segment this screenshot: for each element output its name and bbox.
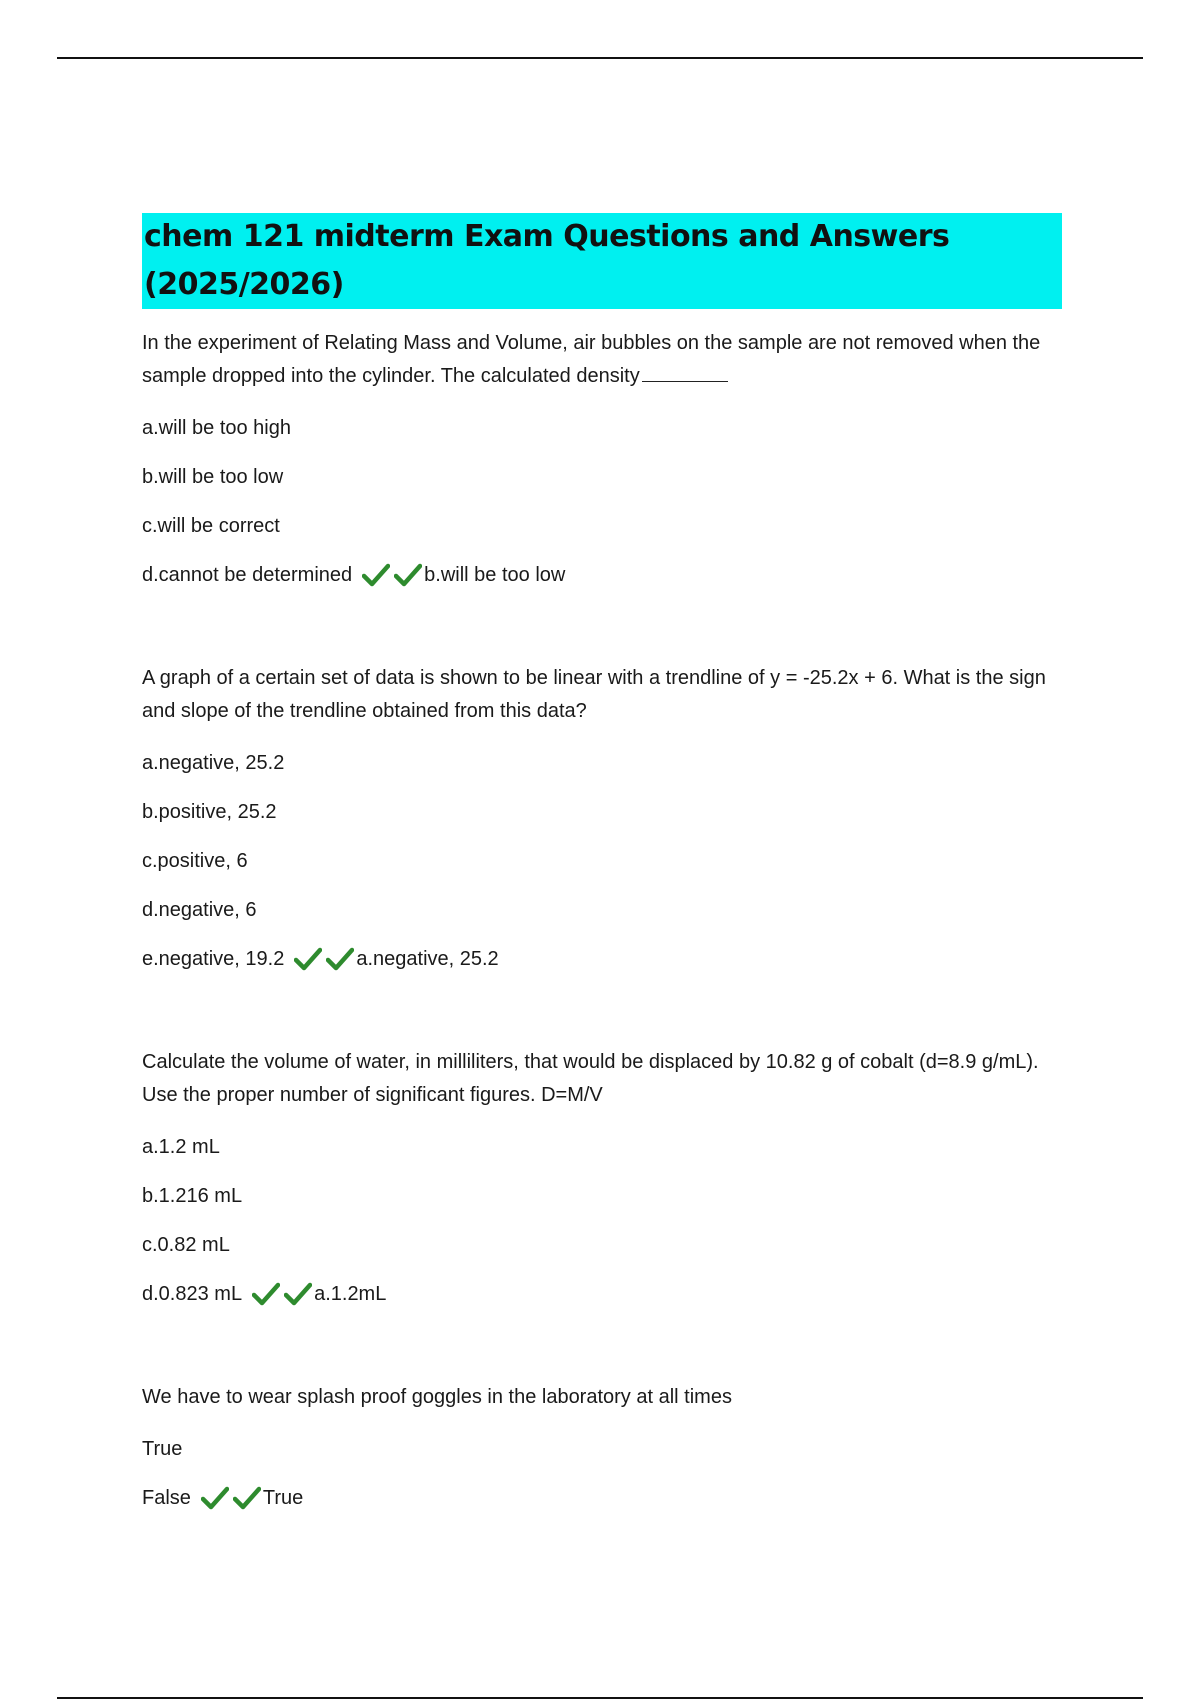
check-mark-icon <box>201 1486 229 1510</box>
check-mark-icon <box>252 1282 280 1306</box>
option-with-answer <box>142 945 1062 973</box>
option-c: c.0.82 mL <box>142 1234 230 1256</box>
check-mark-icon <box>394 563 422 587</box>
top-divider <box>57 57 1143 59</box>
question-prompt: Calculate the volume of water, in milliliters, that would be displaced by 10.82 g of cobalt (d=8.9 g/mL). Use the proper number of significant figures. D=M/V <box>142 1051 1039 1106</box>
option-c: c.will be correct <box>142 515 280 537</box>
correct-answer: a.1.2mL <box>314 1283 387 1305</box>
option-d: d.cannot be determined <box>142 564 353 586</box>
option-a: a.1.2 mL <box>142 1136 220 1158</box>
question-prompt: A graph of a certain set of data is shown to be linear with a trendline of y = -25.2x + 6. What is the sign and slope of the trendline obtained from this data? <box>142 667 1046 722</box>
option-b: b.1.216 mL <box>142 1185 243 1207</box>
option-e: e.negative, 19.2 <box>142 948 285 970</box>
correct-answer: b.will be too low <box>424 564 566 586</box>
option-d: d.negative, 6 <box>142 899 257 921</box>
check-mark-icon <box>326 947 354 971</box>
answer-blank <box>642 367 728 382</box>
option-c: c.positive, 6 <box>142 850 248 872</box>
option-true: True <box>142 1438 183 1460</box>
option-false: False <box>142 1487 191 1509</box>
option-b: b.will be too low <box>142 466 284 488</box>
question-block <box>142 327 1062 589</box>
option-with-answer <box>142 1280 1062 1308</box>
page-title: chem 121 midterm Exam Questions and Answers (2025/2026) <box>142 213 1062 309</box>
document-body <box>142 213 1062 1512</box>
check-mark-icon <box>294 947 322 971</box>
question-block <box>142 1381 1062 1512</box>
option-d: d.0.823 mL <box>142 1283 243 1305</box>
question-block <box>142 1046 1062 1308</box>
check-mark-icon <box>233 1486 261 1510</box>
option-with-answer <box>142 561 1062 589</box>
option-with-answer <box>142 1484 1062 1512</box>
question-prompt: We have to wear splash proof goggles in the laboratory at all times <box>142 1386 732 1408</box>
option-a: a.will be too high <box>142 417 291 439</box>
question-prompt: In the experiment of Relating Mass and Volume, air bubbles on the sample are not removed when the sample dropped into the cylinder. The calculated density <box>142 332 1041 387</box>
option-a: a.negative, 25.2 <box>142 752 285 774</box>
correct-answer: a.negative, 25.2 <box>356 948 499 970</box>
question-block <box>142 662 1062 973</box>
correct-answer: True <box>262 1487 304 1509</box>
option-b: b.positive, 25.2 <box>142 801 277 823</box>
bottom-divider <box>57 1697 1143 1699</box>
check-mark-icon <box>284 1282 312 1306</box>
check-mark-icon <box>362 563 390 587</box>
